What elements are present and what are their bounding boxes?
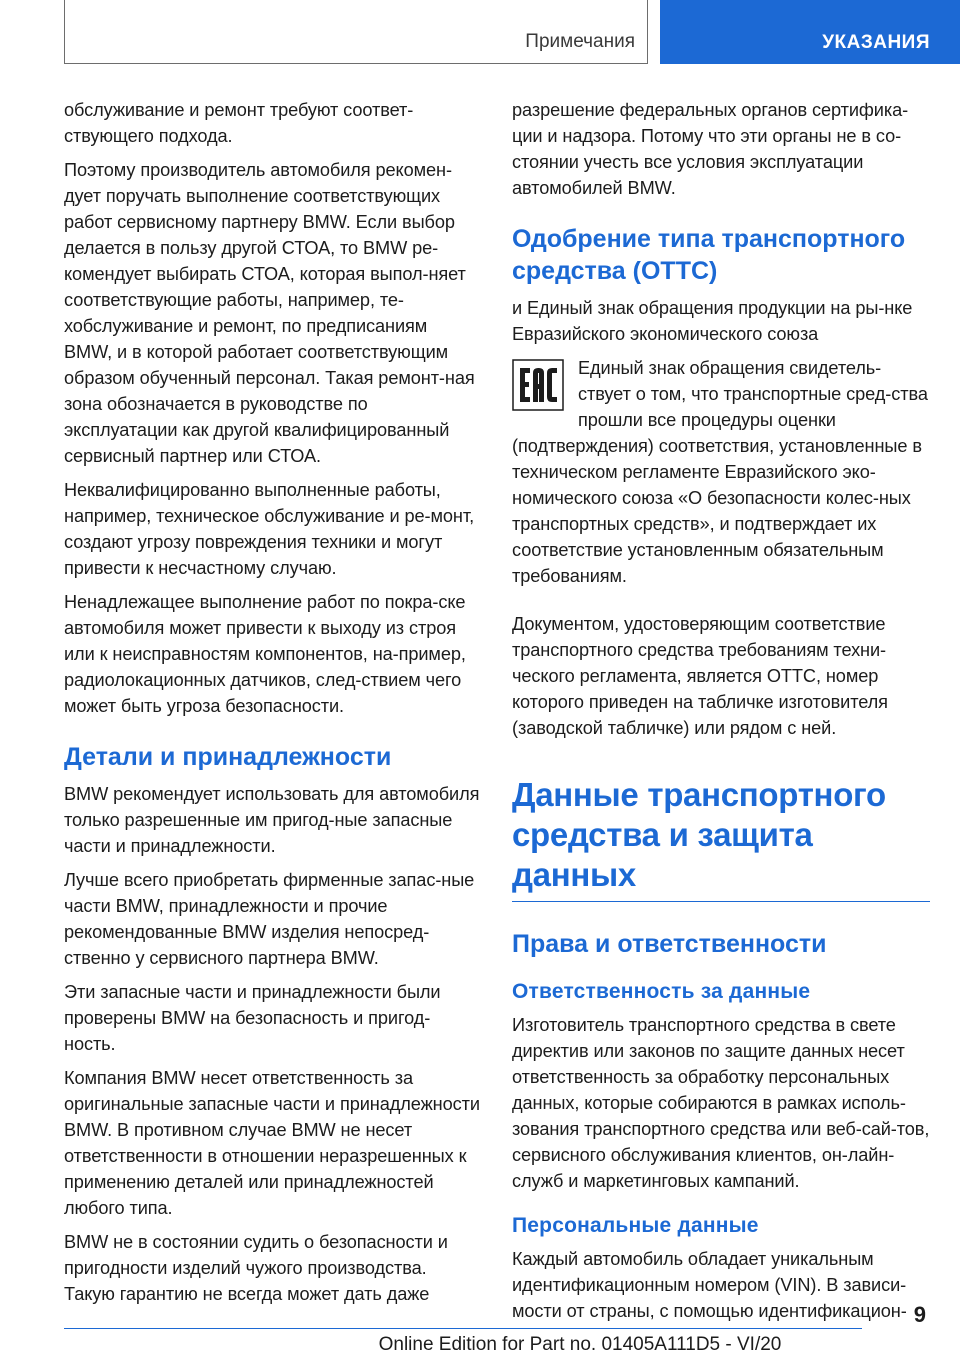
eac-mark-icon — [512, 359, 564, 411]
section-heading-ottc: Одобрение типа транспортного средства (ОТТС) — [512, 225, 906, 285]
section-heading-rights: Права и ответственности — [512, 930, 827, 958]
paragraph: Ненадлежащее выполнение работ по покра-ске автомобиля может привести к выходу из строя или к неисправностям компонентов, на-пример, радиолокационных датчиков, след-ствием чего может быть угроза безопасности. — [64, 592, 466, 716]
page-number: 9 — [913, 1302, 926, 1327]
header-section-label: Примечания — [525, 31, 635, 52]
paragraph: Лучше всего приобретать фирменные запас-ные части BMW, принадлежности и прочие рекомендованные BMW изделия непосред-ственно у сервисного партнера BMW. — [64, 870, 475, 968]
header-chapter-tab[interactable] — [660, 0, 960, 64]
paragraph: Изготовитель транспортного средства в свете директив или законов по защите данных несет ответственность за обработку персональных данных, которые собираются в рамках исполь-зования транспортного средства или веб-сай-тов, сервисного обслуживания клиентов, он-лайн-служб и маркетинговых кампаний. — [512, 1015, 930, 1191]
right-column — [512, 97, 930, 1332]
paragraph: BMW рекомендует использовать для автомобиля только разрешенные им пригод-ные запасные части и принадлежности. — [64, 784, 480, 856]
paragraph: BMW не в состоянии судить о безопасности и пригодности изделий чужого производства. Такую гарантию не всегда может дать даже — [64, 1232, 448, 1304]
subheading-personal-data: Персональные данные — [512, 1214, 759, 1237]
header-section-box — [64, 0, 648, 64]
paragraph: Каждый автомобиль обладает уникальным идентификационным номером (VIN). В зависи-мости от страны, с помощью идентификацион- — [512, 1249, 907, 1321]
subheading-responsibility: Ответственность за данные — [512, 980, 811, 1003]
chapter-divider — [512, 901, 930, 902]
paragraph: обслуживание и ремонт требуют соответ-ствующего подхода. — [64, 100, 414, 146]
paragraph: Компания BMW несет ответственность за оригинальные запасные части и принадлежности BMW. В противном случае BMW не несет ответственности в отношении неразрешенных к применению деталей или принадлежностей любого типа. — [64, 1068, 480, 1218]
eac-block — [512, 355, 930, 589]
footer-divider — [64, 1328, 862, 1329]
paragraph: Документом, удостоверяющим соответствие транспортного средства требованиям техни-ческого регламента, является ОТТС, номер которого приведен на табличке изготовителя (заводской табличке) или рядом с ней. — [512, 614, 888, 738]
section-heading-parts: Детали и принадлежности — [64, 743, 392, 771]
paragraph: Эти запасные части и принадлежности были проверены BMW на безопасность и пригод-ность. — [64, 982, 441, 1054]
footer-edition-text: Online Edition for Part no. 01405A111D5 - VI/20 — [378, 1334, 782, 1355]
paragraph: и Единый знак обращения продукции на ры-нке Евразийского экономического союза — [512, 298, 913, 344]
left-column — [64, 97, 480, 1315]
chapter-title: Данные транспортного средства и защита данных — [512, 776, 886, 893]
paragraph: Единый знак обращения свидетель-ствует о том, что транспортные сред-ства прошли все процедуры оценки (подтверждения) соответствия, установленные в техническом регламенте Евразийского эко-номического союза «О безопасности колес-ных транспортных средств», и подтверждает их соответствие установленным обязательным требованиям. — [512, 358, 928, 586]
header-tab-label: УКАЗАНИЯ — [822, 32, 930, 53]
paragraph: Неквалифицированно выполненные работы, например, техническое обслуживание и ре-монт, создают угрозу повреждения техники и могут привести к несчастному случаю. — [64, 480, 475, 578]
paragraph: Поэтому производитель автомобиля рекомен-дует поручать выполнение соответствующих работ сервисному партнеру BMW. Если выбор делается в пользу другой СТОА, то BMW ре-комендует выбирать СТОА, которая выпол-няет соответствующие работы, например, те-хобслуживание и ремонт, по предписаниям BMW, и в которой работает соответствующим образом обученный персонал. Такая ремонт-ная зона обозначается в руководстве по эксплуатации как другой квалифицированный сервисный партнер или СТОА. — [64, 160, 475, 466]
paragraph: разрешение федеральных органов сертифика-ции и надзора. Потому что эти органы не в со-стоянии учесть все условия эксплуатации автомобилей BMW. — [512, 100, 909, 198]
spacer — [512, 597, 930, 611]
